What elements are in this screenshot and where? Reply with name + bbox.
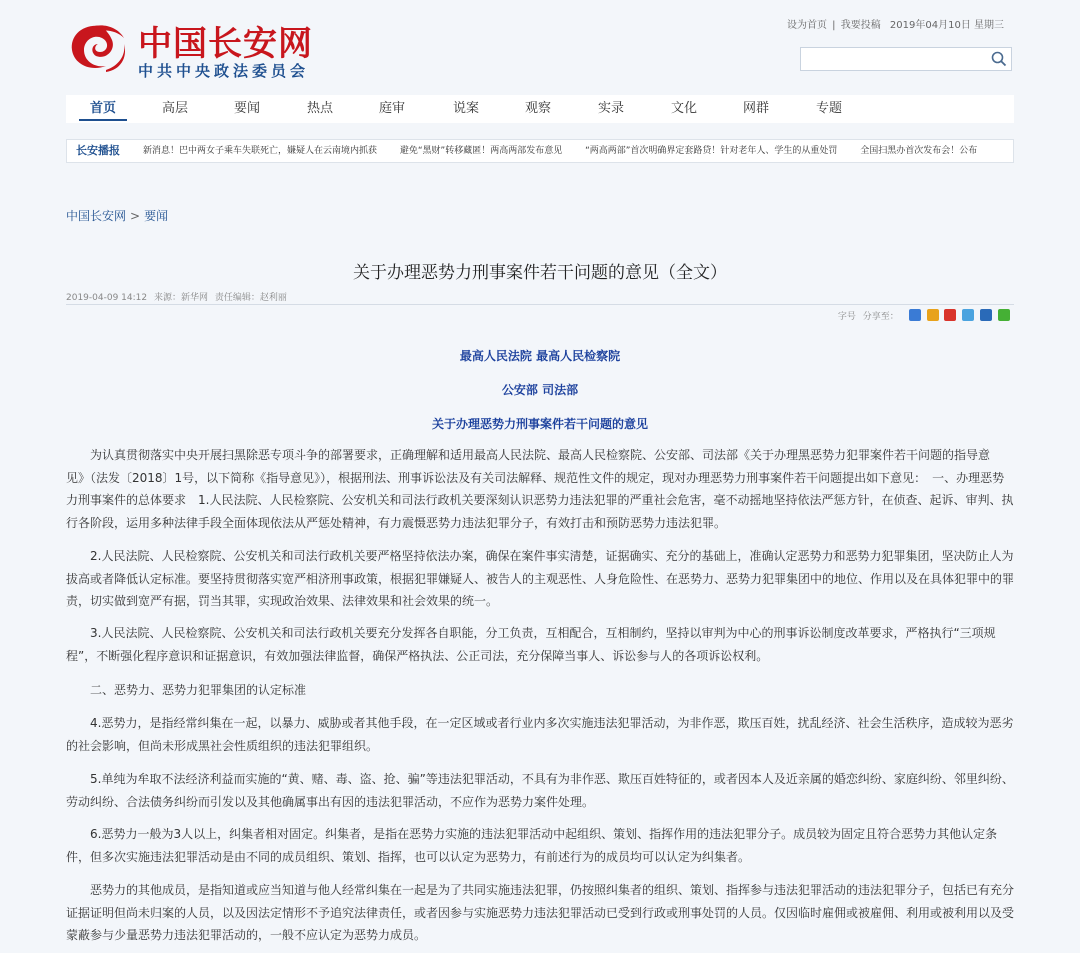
body-paragraph: 6.恶势力一般为3人以上，纠集者相对固定。纠集者，是指在恶势力实施的违法犯罪活动中起组织、策划、指挥作用的违法犯罪分子。成员较为固定且符合恶势力其他认定条件，但多次实施违法犯罪活动是由不同的成员组织、策划、指挥，也可以认定为恶势力，有前述行为的成员均可以认定为纠集者。 <box>66 827 998 864</box>
nav-item-network[interactable]: 网群 <box>742 101 769 116</box>
header-divider <box>66 304 1014 305</box>
nav-item-home[interactable]: 首页 <box>73 95 133 123</box>
share-bar <box>838 309 1010 323</box>
ticker-link[interactable]: 新消息！巴中两女子乘车失联死亡，嫌疑人在云南境内抓获 <box>143 146 378 156</box>
contribute-link[interactable]: 我要投稿 <box>840 20 881 31</box>
nav-item-culture[interactable]: 文化 <box>670 101 697 116</box>
ticker-label: 长安播报 <box>76 144 120 157</box>
body-paragraph: 恶势力的其他成员，是指知道或应当知道与他人经常纠集在一起是为了共同实施违法犯罪，仍按照纠集者的组织、策划、指挥参与违法犯罪活动的违法犯罪分子，包括已有充分证据证明但尚未归案的人员，以及因法定情形不予追究法律责任，或者因参与实施恶势力违法犯罪活动已受到行政或刑事处罚的人员。仅因临时雇佣或被雇佣、利用或被利用以及受蒙蔽参与少量恶势力违法犯罪活动的，一般不应认定为恶势力成员。 <box>66 883 1015 942</box>
article-editor: 责任编辑：赵利丽 <box>214 293 287 303</box>
share-tencent-icon[interactable] <box>962 309 974 321</box>
site-title: 中国长安网 <box>138 24 313 64</box>
site-subtitle: 中共中央政法委员会 <box>138 62 310 80</box>
logo-swirl-icon <box>66 20 130 76</box>
share-weibo-icon[interactable] <box>944 309 956 321</box>
share-label: 分享至： <box>862 312 899 322</box>
share-renren-icon[interactable] <box>980 309 992 321</box>
body-paragraph: 4.恶势力，是指经常纠集在一起，以暴力、威胁或者其他手段，在一定区域或者行业内多次实施违法犯罪活动，为非作恶，欺压百姓，扰乱经济、社会生活秩序，造成较为恶劣的社会影响，但尚未形成黑社会性质组织的违法犯罪组织。 <box>66 716 1014 753</box>
search-icon[interactable] <box>991 51 1007 67</box>
article-meta <box>66 290 291 303</box>
nav-item-leaders[interactable]: 高层 <box>161 101 188 116</box>
nav-item-observe[interactable]: 观察 <box>524 101 551 116</box>
article-title: 关于办理恶势力刑事案件若干问题的意见（全文） <box>353 263 727 283</box>
nav-item-hot[interactable]: 热点 <box>306 101 333 116</box>
set-home-link[interactable]: 设为首页 <box>786 20 827 31</box>
issuing-orgs-2: 公安部 司法部 <box>501 383 579 397</box>
article-source: 来源：新华网 <box>153 293 208 303</box>
nav-item-record[interactable]: 实录 <box>597 101 624 116</box>
publish-time: 2019-04-09 14:12 <box>66 293 148 303</box>
ticker-link[interactable]: “两高两部”首次明确界定套路贷！针对老年人、学生的从重处罚 <box>585 146 838 156</box>
breadcrumb <box>66 207 168 224</box>
document-title: 关于办理恶势力刑事案件若干问题的意见 <box>431 417 648 431</box>
issuing-orgs-1: 最高人民法院 最高人民检察院 <box>459 349 621 363</box>
share-more-icon[interactable] <box>909 309 921 321</box>
body-paragraph: 5.单纯为牟取不法经济利益而实施的“黄、赌、毒、盗、抢、骗”等违法犯罪活动，不具有为非作恶、欺压百姓特征的，或者因本人及近亲属的婚恋纠纷、家庭纠纷、邻里纠纷、劳动纠纷、合法债务纠纷而引发以及其他确属事出有因的违法犯罪活动，不应作为恶势力案件处理。 <box>66 772 1014 809</box>
current-date: 2019年04月10日 星期三 <box>889 20 1004 31</box>
ticker-link[interactable]: 避免“黑财”转移藏匿！两高两部发布意见 <box>399 146 563 156</box>
breadcrumb-separator: > <box>130 209 141 223</box>
share-qzone-icon[interactable] <box>927 309 939 321</box>
breadcrumb-home[interactable]: 中国长安网 <box>66 209 127 223</box>
body-paragraph: 为认真贯彻落实中央开展扫黑除恶专项斗争的部署要求，正确理解和适用最高人民法院、最高人民检察院、公安部、司法部《关于办理黑恶势力犯罪案件若干问题的指导意见》（法发〔2018〕1号，以下简称《指导意见》），根据刑法、刑事诉讼法及有关司法解释、规范性文件的规定，现对办理恶势力刑事案件若干问题提出如下意见： 一、办理恶势力刑事案件的总体要求 1.人民法院、人民检察院、公安机关和司法行政机关要深刻认识恶势力违法犯罪的严重社会危害，毫不动摇地坚持依法严惩方针，在侦查、起诉、审判、执行各阶段，运用多种法律手段全面体现依法从严惩处精神，有力震慑恶势力违法犯罪分子，有效打击和预防恶势力违法犯罪。 <box>66 448 1014 530</box>
section-heading: 二、恶势力、恶势力犯罪集团的认定标准 <box>90 683 307 697</box>
search-box <box>800 47 1012 71</box>
font-size-label[interactable]: 字号 <box>837 312 856 322</box>
nav-item-news[interactable]: 要闻 <box>233 101 260 116</box>
toplinks-separator: | <box>832 20 836 31</box>
ticker-items <box>143 140 997 162</box>
ticker-link[interactable]: 全国扫黑办首次发布会！公布 <box>860 146 978 156</box>
breadcrumb-section[interactable]: 要闻 <box>144 209 169 223</box>
site-logo[interactable] <box>66 14 326 84</box>
nav-item-trial[interactable]: 庭审 <box>378 101 405 116</box>
body-paragraph: 3.人民法院、人民检察院、公安机关和司法行政机关要充分发挥各自职能，分工负责，互相配合，互相制约，坚持以审判为中心的刑事诉讼制度改革要求，严格执行“三项规程”，不断强化程序意识和证据意识，有效加强法律监督，确保严格执法、公正司法，充分保障当事人、诉讼参与人的各项诉讼权利。 <box>66 626 996 663</box>
news-ticker <box>66 139 1014 163</box>
search-input[interactable] <box>801 49 993 71</box>
body-paragraph: 2.人民法院、人民检察院、公安机关和司法行政机关要严格坚持依法办案，确保在案件事实清楚，证据确实、充分的基础上，准确认定恶势力和恶势力犯罪集团，坚决防止人为拔高或者降低认定标准。要坚持贯彻落实宽严相济刑事政策，根据犯罪嫌疑人、被告人的主观恶性、人身危险性、在恶势力、恶势力犯罪集团中的地位、作用以及在具体犯罪中的罪责，切实做到宽严有据，罚当其罪，实现政治效果、法律效果和社会效果的统一。 <box>66 549 1015 608</box>
share-wechat-icon[interactable] <box>998 309 1010 321</box>
main-nav <box>66 95 1014 123</box>
nav-item-cases[interactable]: 说案 <box>452 101 479 116</box>
nav-item-topics[interactable]: 专题 <box>815 101 842 116</box>
top-links <box>785 16 1004 31</box>
